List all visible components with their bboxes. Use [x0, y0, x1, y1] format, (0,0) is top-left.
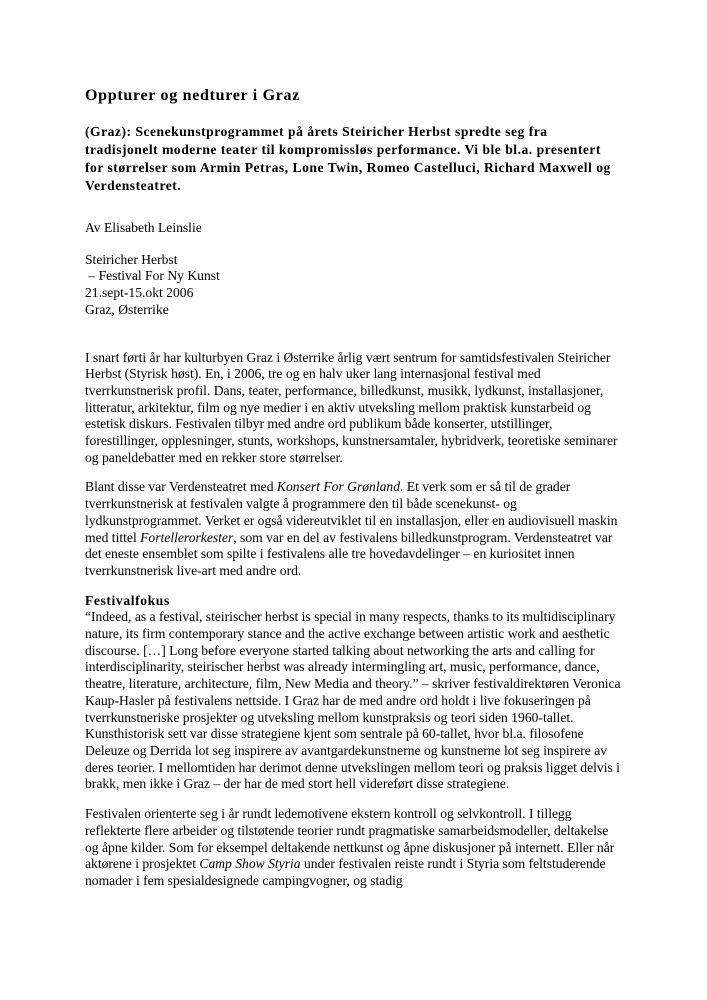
festival-name: Steiricher Herbst	[85, 251, 178, 267]
paragraph-verdensteatret: Blant disse var Verdensteatret med Konsert For Grønland. Et verk som er så til de grader tverrkunstnerisk at festivalen valgte å programmere den til både scenekunst- og lydkunstprogrammet. Verket er også videreutviklet til en installasjon, eller en audiovisuell maskin med tittel Fortellerorkester, som var en del av festivalens billedkunstprogram. Verdensteatret var det eneste ensemblet som spilte i festivalens alle tre hovedavdelinger – en kuriositet innen tverrkunstnerisk live-art med andre ord.	[85, 479, 618, 578]
byline: Av Elisabeth Leinslie	[85, 220, 202, 235]
article-lead: (Graz): Scenekunstprogrammet på årets Steiricher Herbst spredte seg fra tradisjonelt moderne teater til kompromissløs performance. Vi ble bl.a. presentert for størrelser som Armin Petras, Lone Twin, Romeo Castelluci, Richard Maxwell og Verdensteatret.	[85, 124, 611, 193]
festival-info-block	[85, 252, 622, 319]
festival-dates: 21.sept-15.okt 2006	[85, 285, 194, 301]
section-heading-festivalfokus: Festivalfokus	[85, 592, 170, 608]
article-title: Oppturer og nedturer i Graz	[85, 87, 301, 104]
paragraph-closing: Festivalen orienterte seg i år rundt ledemotivene ekstern kontroll og selvkontroll. I tillegg reflekterte flere arbeider og tilstøtende teorier rundt pragmatiske samarbeidsmodeller, deltakelse og åpne kilder. Som for eksempel deltakende nettkunst og åpne diskusjoner på internett. Eller når aktørene i prosjektet Camp Show Styria under festivalen reiste rundt i Styria som feltstuderende nomader i fem spesialdesignede campingvogner, og stadig	[85, 806, 615, 888]
paragraph-intro: I snart førti år har kulturbyen Graz i Østerrike årlig vært sentrum for samtidsfestivalen Steiricher Herbst (Styrisk høst). En, i 2006, tre og en halv uker lang internasjonal festival med tverrkunstnerisk profil. Dans, teater, performance, billedkunst, musikk, lydkunst, installasjoner, litteratur, arkitektur, film og nye medier i en aktiv utveksling mellom praktisk kunstarbeid og estetisk diskurs. Festivalen tilbyr med andre ord publikum både konserter, utstillinger, forestillinger, opplesninger, stunts, workshops, kunstnersamtaler, hybridverk, teoretiske seminarer og paneldebatter med en rekker store størrelser.	[85, 349, 618, 465]
festival-subtitle: – Festival For Ny Kunst	[85, 268, 220, 284]
festival-location: Graz, Østerrike	[85, 301, 169, 317]
paragraph-festivalfokus: “Indeed, as a festival, steirischer herbst is special in many respects, thanks to its multidisciplinary nature, its firm contemporary stance and the active exchange between artistic work and aesthetic discourse. […] Long before everyone started talking about networking the arts and calling for interdisciplinarity, steirischer herbst was already intermingling art, music, performance, dance, theatre, literature, architecture, film, New Media and theory.” – skriver festivaldirektøren Veronica Kaup-Hasler på festivalens nettside. I Graz har de med andre ord holdt i live fokuseringen på tverrkunstneriske prosjekter og utveksling mellom kunstpraksis og teori siden 1960-tallet. Kunsthistorisk sett var disse strategiene kjent som sentrale på 60-tallet, hvor bl.a. filosofene Deleuze og Derrida lot seg inspirere av avantgardekunstnerne og kunstnerne lot seg inspirere av deres teorier. I mellomtiden har derimot denne utvekslingen mellom teori og praksis ligget delvis i brakk, men ikke i Graz – der har de med stort hell videreført disse strategiene.	[85, 609, 621, 792]
